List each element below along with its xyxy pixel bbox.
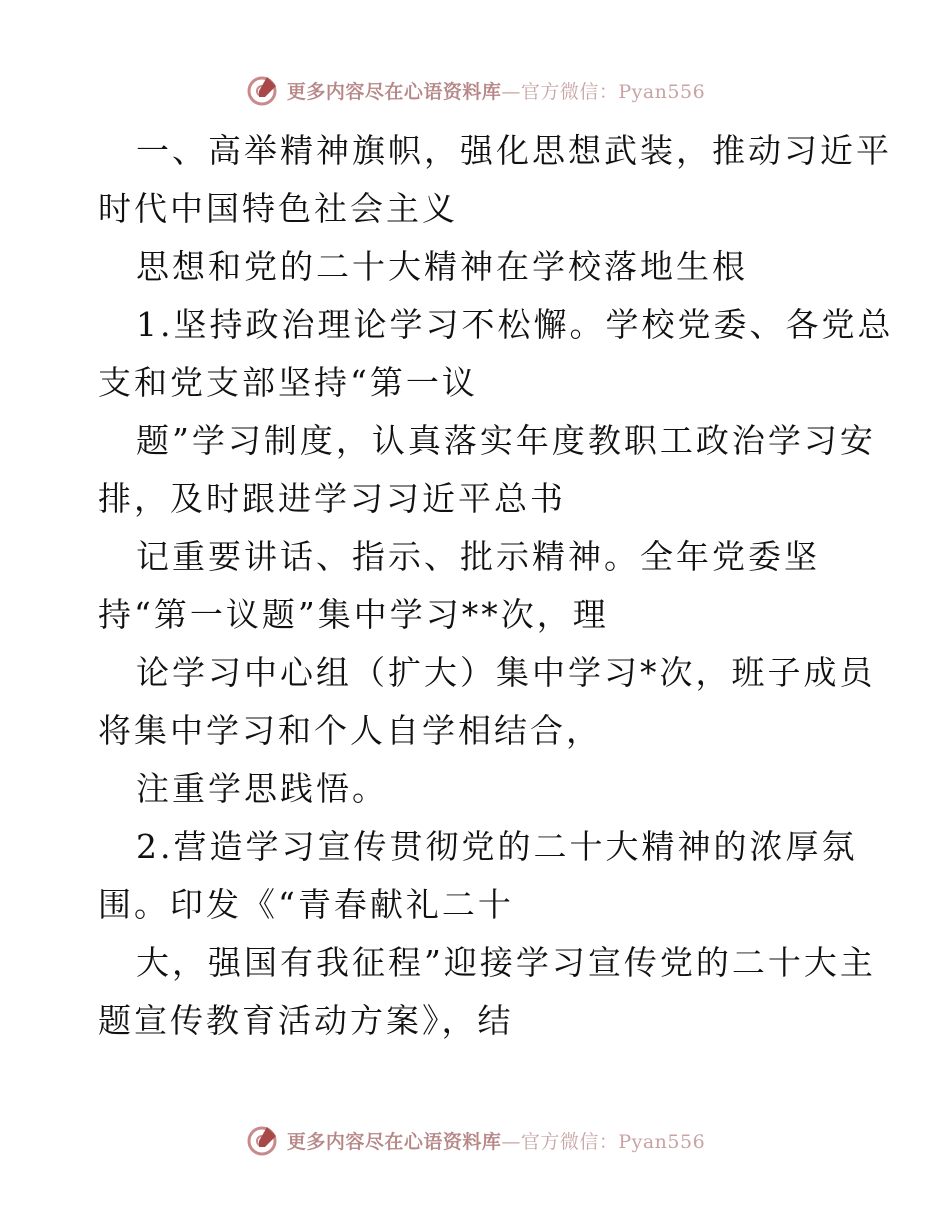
- pen-logo-icon: [245, 73, 279, 107]
- watermark-dash: —: [501, 1130, 521, 1153]
- text-line: 2.营造学习宣传贯彻党的二十大精神的浓厚氛: [136, 827, 858, 866]
- text-line: 论学习中心组（扩大）集中学习*次，班子成员: [136, 653, 876, 692]
- text-line: 一、高举精神旗帜，强化思想武装，推动习近平: [136, 131, 892, 170]
- footer-watermark: [0, 1120, 950, 1160]
- pen-logo-icon: [245, 1123, 279, 1157]
- text-line: 支和党支部坚持“第一议: [98, 363, 478, 402]
- text-line: 题宣传教育活动方案》，结: [98, 1001, 514, 1040]
- text-line: 围。印发《“青春献礼二十: [98, 885, 514, 924]
- text-line: 持“第一议题”集中学习**次，理: [98, 595, 609, 634]
- text-line: 记重要讲话、指示、批示精神。全年党委坚: [136, 537, 820, 576]
- body-text: [98, 122, 894, 1050]
- text-line: 题”学习制度，认真落实年度教职工政治学习安: [136, 421, 876, 460]
- watermark-suffix: 官方微信：Pyan556: [520, 80, 706, 103]
- watermark-suffix: 官方微信：Pyan556: [520, 1130, 706, 1153]
- watermark-dash: —: [501, 80, 521, 103]
- text-line: 将集中学习和个人自学相结合，: [98, 711, 602, 750]
- text-line: 时代中国特色社会主义: [98, 189, 458, 228]
- text-line: 思想和党的二十大精神在学校落地生根: [136, 247, 748, 286]
- text-line: 注重学思践悟。: [136, 769, 388, 808]
- watermark-brand: 更多内容尽在心语资料库: [286, 80, 502, 103]
- text-line: 1.坚持政治理论学习不松懈。学校党委、各党总: [136, 305, 894, 344]
- text-line: 排，及时跟进学习习近平总书: [98, 479, 566, 518]
- watermark-brand: 更多内容尽在心语资料库: [286, 1130, 502, 1153]
- header-watermark: [0, 70, 950, 110]
- text-line: 大，强国有我征程”迎接学习宣传党的二十大主: [136, 943, 876, 982]
